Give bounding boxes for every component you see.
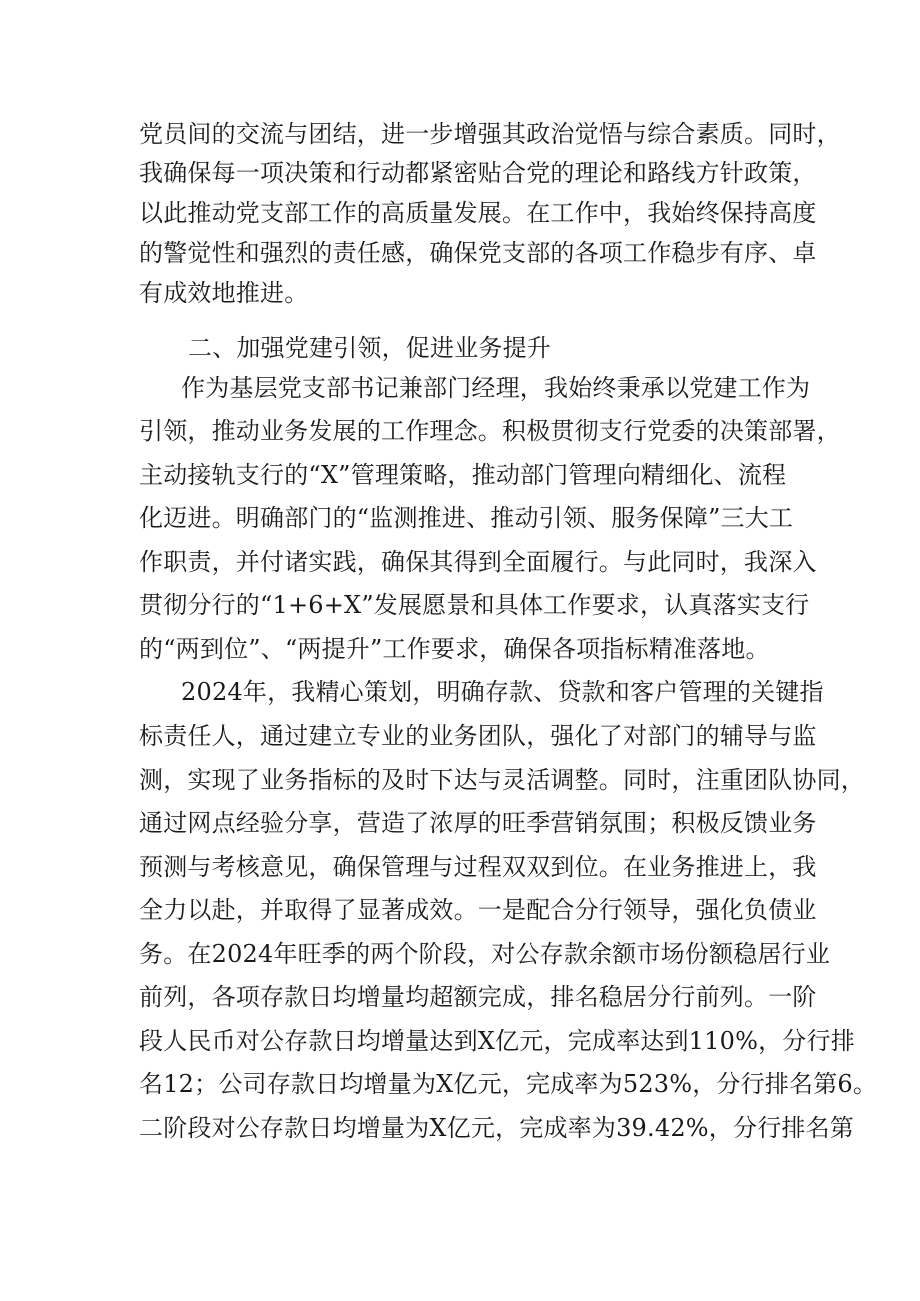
text-line: 二阶段对公存款日均增量为X亿元，完成率为39.42%，分行排名第 bbox=[139, 1114, 854, 1142]
text-line: 化迈进。明确部门的“监测推进、推动引领、服务保障”三大工 bbox=[139, 504, 794, 532]
text-line: 贯彻分行的“1+6+X”发展愿景和具体工作要求，认真落实支行 bbox=[139, 591, 810, 619]
text-line: 段人民币对公存款日均增量达到X亿元，完成率达到110%，分行排 bbox=[139, 1027, 855, 1055]
text-line: 的警觉性和强烈的责任感，确保党支部的各项工作稳步有序、卓 bbox=[139, 239, 817, 267]
text-line: 预测与考核意见，确保管理与过程双双到位。在业务推进上，我 bbox=[139, 853, 817, 881]
text-line: 主动接轨支行的“X”管理策略，推动部门管理向精细化、流程 bbox=[139, 461, 787, 489]
text-line: 务。在2024年旺季的两个阶段，对公存款余额市场份额稳居行业 bbox=[139, 940, 831, 968]
text-line: 有成效地推进。 bbox=[139, 279, 309, 307]
text-line: 测，实现了业务指标的及时下达与灵活调整。同时，注重团队协同， bbox=[139, 766, 865, 794]
text-line: 2024年，我精心策划，明确存款、贷款和客户管理的关键指 bbox=[181, 678, 824, 706]
text-line: 前列，各项存款日均增量均超额完成，排名稳居分行前列。一阶 bbox=[139, 983, 817, 1011]
text-line: 的“两到位”、“两提升”工作要求，确保各项指标精准落地。 bbox=[139, 635, 770, 663]
text-line: 作职责，并付诸实践，确保其得到全面履行。与此同时，我深入 bbox=[139, 548, 817, 576]
text-line: 以此推动党支部工作的高质量发展。在工作中，我始终保持高度 bbox=[139, 199, 817, 227]
text-line: 标责任人，通过建立专业的业务团队，强化了对部门的辅导与监 bbox=[139, 722, 817, 750]
text-line: 名12；公司存款日均增量为X亿元，完成率为523%，分行排名第6。 bbox=[139, 1070, 878, 1098]
section-heading: 二、加强党建引领，促进业务提升 bbox=[188, 334, 551, 362]
text-line: 全力以赴，并取得了显著成效。一是配合分行领导，强化负债业 bbox=[139, 896, 817, 924]
text-line: 作为基层党支部书记兼部门经理，我始终秉承以党建工作为 bbox=[181, 374, 811, 402]
text-line: 我确保每一项决策和行动都紧密贴合党的理论和路线方针政策， bbox=[139, 159, 817, 187]
text-line: 引领，推动业务发展的工作理念。积极贯彻支行党委的决策部署， bbox=[139, 417, 841, 445]
text-line: 党员间的交流与团结，进一步增强其政治觉悟与综合素质。同时， bbox=[139, 120, 841, 148]
text-line: 通过网点经验分享，营造了浓厚的旺季营销氛围；积极反馈业务 bbox=[139, 809, 817, 837]
